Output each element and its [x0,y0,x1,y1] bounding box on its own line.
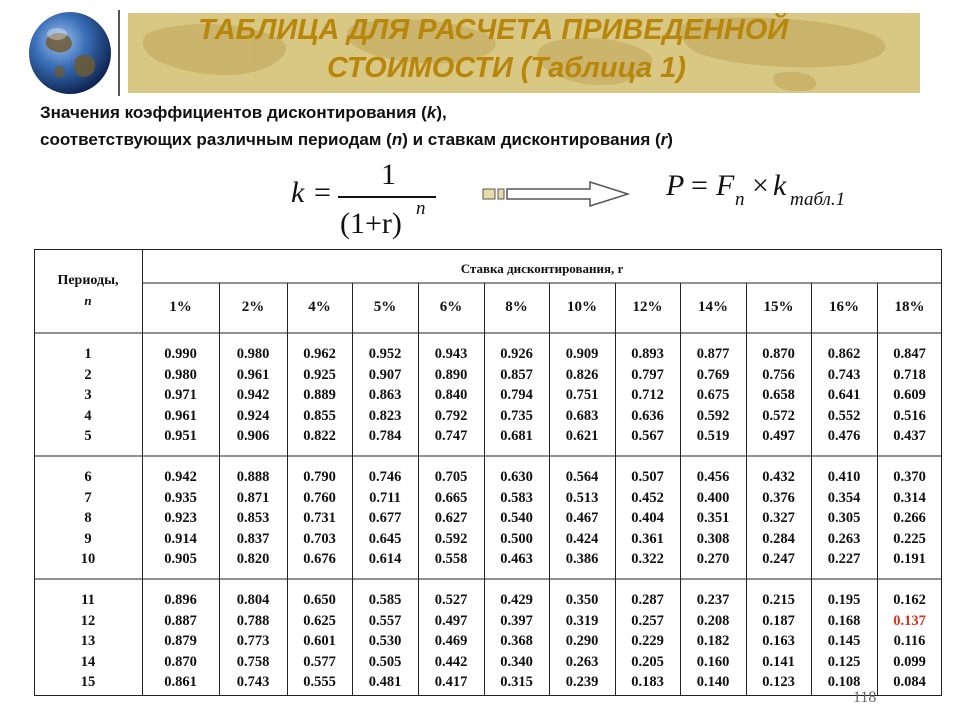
factor-value: 0.410 [827,469,861,485]
factor-value: 0.625 [303,612,336,629]
factor-column [615,467,680,570]
factor-value: 0.636 [631,407,664,424]
factor-value: 0.896 [164,592,197,608]
factor-value: 0.368 [500,633,533,649]
factor-value: 0.971 [164,387,197,403]
factor-value: 0.760 [303,489,336,506]
rate-header-cell: 12% [632,299,663,315]
rate-header-cell: 16% [829,299,859,315]
factor-value: 0.350 [565,592,599,608]
factor-column [142,590,219,693]
factor-value: 0.746 [368,469,402,485]
factor-value: 0.287 [631,592,664,608]
factor-value: 0.820 [236,551,270,567]
factor-column [680,344,746,447]
factor-value: 0.108 [827,674,861,690]
factor-value: 0.308 [696,530,730,547]
factor-value: 0.951 [164,428,197,444]
factor-value: 0.923 [164,510,197,526]
factor-value: 0.386 [565,551,599,567]
factor-value: 0.743 [827,366,861,383]
factor-value: 0.404 [631,510,664,526]
period-value: 14 [80,653,96,670]
factor-column [142,344,219,447]
factor-value: 0.417 [434,674,468,690]
period-column [34,467,142,570]
factor-value: 0.263 [827,530,861,547]
factor-value: 0.879 [164,633,197,649]
factor-value: 0.583 [500,489,533,506]
factor-value: 0.376 [762,489,795,506]
factor-value: 0.476 [827,428,861,444]
page-title-line2: СТОИМОСТИ (Таблица 1) [327,52,686,84]
factor-value: 0.437 [893,428,926,444]
factor-value: 0.195 [827,592,861,608]
factor-value: 0.675 [696,387,730,403]
factor-value: 0.942 [236,387,270,403]
factor-value: 0.980 [164,366,197,383]
factor-value: 0.319 [565,612,599,629]
formula-k-subscript: табл.1 [790,189,846,210]
factor-value: 0.718 [893,366,926,383]
factor-value: 0.572 [762,407,795,424]
period-value: 7 [84,489,92,506]
factor-column [484,467,549,570]
factor-value: 0.650 [303,592,336,608]
factor-value: 0.961 [236,366,270,383]
factor-value: 0.351 [696,510,730,526]
factor-value: 0.683 [565,407,599,424]
factor-column [352,344,418,447]
factor-value: 0.935 [164,489,197,506]
factor-value: 0.990 [164,346,197,362]
factor-value: 0.513 [565,489,599,506]
factor-value: 0.527 [434,592,468,608]
factor-column [418,467,484,570]
factor-value: 0.168 [827,612,861,629]
factor-value: 0.123 [762,674,795,690]
period-header-label: Периоды, [57,273,119,288]
factor-value: 0.270 [696,551,730,567]
factor-value: 0.788 [236,612,270,629]
factor-value: 0.735 [500,407,533,424]
factor-value: 0.952 [368,346,402,362]
formula-numerator: 1 [381,158,396,191]
factor-value: 0.826 [565,366,599,383]
period-value: 3 [84,387,92,403]
factor-value: 0.641 [827,387,861,403]
factor-column [219,344,287,447]
factor-column [484,344,549,447]
factor-value: 0.497 [434,612,468,629]
factor-value: 0.769 [696,366,730,383]
factor-value: 0.227 [827,551,861,567]
factor-value: 0.681 [500,428,533,444]
period-value: 2 [84,366,92,383]
factor-value: 0.397 [500,612,533,629]
factor-value: 0.870 [762,346,795,362]
factor-column [680,467,746,570]
factor-value: 0.239 [565,674,599,690]
factor-value: 0.705 [434,469,468,485]
factor-value: 0.890 [434,366,468,383]
factor-value: 0.141 [762,653,795,670]
factor-value: 0.857 [500,366,533,383]
subtitle-line2: соответствующих различным периодам (n) и ставкам дисконтирования (r) [40,130,673,149]
rate-header-cell: 14% [698,299,728,315]
factor-value: 0.215 [762,592,795,608]
factor-value: 0.137 [893,612,926,629]
factor-value: 0.784 [368,428,402,444]
period-value: 1 [84,346,92,362]
factor-column [680,590,746,693]
factor-value: 0.853 [236,510,270,526]
factor-value: 0.962 [303,346,336,362]
factor-column [287,467,352,570]
factor-value: 0.756 [762,366,795,383]
page-title-line1: ТАБЛИЦА ДЛЯ РАСЧЕТА ПРИВЕДЕННОЙ [198,14,789,46]
factor-value: 0.871 [236,489,270,506]
rate-header-cell: 15% [763,299,794,315]
factor-column [352,590,418,693]
rate-header-cell: 5% [373,299,397,315]
factor-value: 0.627 [434,510,468,526]
factor-value: 0.703 [303,530,336,547]
factor-value: 0.500 [500,530,533,547]
formula-times: × [752,169,769,202]
factor-value: 0.182 [696,633,730,649]
factor-value: 0.888 [236,469,270,485]
factor-column [811,590,877,693]
factor-value: 0.877 [696,346,730,362]
factor-value: 0.162 [893,592,926,608]
factor-value: 0.743 [236,674,270,690]
factor-column [549,344,615,447]
period-value: 10 [80,551,96,567]
period-value: 5 [84,428,92,444]
factor-value: 0.314 [893,489,926,506]
factor-value: 0.863 [368,387,402,403]
factor-value: 0.609 [893,387,926,403]
factor-value: 0.305 [827,510,861,526]
factor-value: 0.823 [368,407,402,424]
factor-value: 0.160 [696,653,730,670]
factor-value: 0.257 [631,612,664,629]
factor-value: 0.861 [164,674,197,690]
factor-column [219,590,287,693]
factor-value: 0.247 [762,551,795,567]
factor-value: 0.530 [368,633,402,649]
factor-value: 0.907 [368,366,402,383]
formula-f-subscript: n [735,189,745,210]
factor-value: 0.564 [565,469,599,485]
factor-value: 0.116 [893,633,926,649]
factor-column [484,590,549,693]
subtitle-line1: Значения коэффициентов дисконтирования (k), [40,103,447,122]
factor-value: 0.961 [164,407,197,424]
factor-value: 0.925 [303,366,336,383]
factor-value: 0.773 [236,633,270,649]
factor-value: 0.889 [303,387,336,403]
factor-value: 0.677 [368,510,402,526]
factor-value: 0.905 [164,551,197,567]
period-value: 11 [81,592,95,608]
globe-logo [27,10,113,96]
period-value: 6 [84,469,92,485]
factor-value: 0.467 [565,510,599,526]
factor-value: 0.099 [893,653,926,670]
factor-value: 0.592 [696,407,730,424]
formula-exponent: n [416,198,426,219]
rate-header-cell: 8% [505,299,528,315]
factor-value: 0.263 [565,653,599,670]
factor-value: 0.456 [696,469,730,485]
factor-value: 0.621 [565,428,599,444]
factor-column [746,344,811,447]
rate-header-cell: 10% [567,299,597,315]
factor-column [549,467,615,570]
rate-header-cell: 1% [169,299,192,315]
factor-column [418,590,484,693]
formula-k: k [291,176,305,209]
factor-value: 0.909 [565,346,599,362]
factor-value: 0.847 [893,346,926,362]
factor-value: 0.084 [893,674,926,690]
factor-value: 0.327 [762,510,795,526]
period-value: 9 [84,530,92,547]
factor-column [287,344,352,447]
formula-p: P [666,169,685,202]
factor-value: 0.284 [762,530,795,547]
period-header-n: n [84,293,92,308]
factor-value: 0.442 [434,653,468,670]
factor-value: 0.429 [500,592,533,608]
factor-value: 0.205 [631,653,664,670]
rate-header-cell: 18% [894,299,925,315]
period-value: 8 [84,510,92,526]
factor-value: 0.237 [696,592,730,608]
factor-value: 0.469 [434,633,468,649]
factor-value: 0.924 [236,407,270,424]
factor-value: 0.943 [434,346,468,362]
factor-value: 0.361 [631,530,664,547]
divider-line [118,10,120,96]
factor-value: 0.887 [164,612,197,629]
period-value: 4 [84,407,92,424]
factor-value: 0.731 [303,510,336,526]
factor-column [352,467,418,570]
factor-value: 0.614 [368,551,402,567]
factor-value: 0.183 [631,674,664,690]
factor-column [877,344,942,447]
factor-value: 0.424 [565,530,599,547]
factor-value: 0.751 [565,387,599,403]
factor-value: 0.140 [696,674,730,690]
factor-value: 0.840 [434,387,468,403]
factor-column [811,344,877,447]
period-value: 15 [80,674,96,690]
factor-column [142,467,219,570]
factor-value: 0.567 [631,428,664,444]
factor-value: 0.208 [696,612,730,629]
factor-value: 0.645 [368,530,402,547]
factor-value: 0.354 [827,489,861,506]
rate-header: Ставка дисконтирования, r [460,261,624,276]
factor-value: 0.497 [762,428,795,444]
formula-equals: = [314,176,331,209]
arrow-right-icon [482,181,630,207]
factor-value: 0.592 [434,530,468,547]
factor-column [615,344,680,447]
factor-value: 0.481 [368,674,402,690]
factor-value: 0.792 [434,407,468,424]
factor-value: 0.225 [893,530,926,547]
factor-value: 0.540 [500,510,533,526]
period-header [34,271,142,311]
factor-value: 0.926 [500,346,533,362]
factor-value: 0.870 [164,653,197,670]
formula-denominator: (1+r) [340,207,402,240]
factor-value: 0.712 [631,387,664,403]
formula-right-equals: = [691,169,708,202]
factor-value: 0.797 [631,366,664,383]
factor-value: 0.163 [762,633,795,649]
formula-f: F [716,169,735,202]
factor-value: 0.290 [565,633,599,649]
factor-value: 0.630 [500,469,533,485]
factor-value: 0.552 [827,407,861,424]
factor-value: 0.804 [236,592,270,608]
factor-value: 0.452 [631,489,664,506]
factor-value: 0.942 [164,469,197,485]
factor-value: 0.747 [434,428,468,444]
factor-value: 0.862 [827,346,861,362]
factor-value: 0.145 [827,633,861,649]
factor-value: 0.855 [303,407,336,424]
period-column [34,344,142,447]
factor-value: 0.906 [236,428,270,444]
factor-value: 0.191 [893,551,926,567]
factor-value: 0.914 [164,530,197,547]
factor-value: 0.229 [631,633,664,649]
factor-value: 0.519 [696,428,730,444]
factor-value: 0.790 [303,469,336,485]
factor-value: 0.463 [500,551,533,567]
factor-value: 0.516 [893,407,926,424]
factor-column [549,590,615,693]
formula-k-right: k [773,169,787,202]
factor-value: 0.676 [303,551,336,567]
factor-column [287,590,352,693]
factor-value: 0.505 [368,653,402,670]
factor-value: 0.601 [303,633,336,649]
factor-value: 0.187 [762,612,795,629]
rate-header-cell: 2% [241,299,265,315]
factor-value: 0.658 [762,387,795,403]
factor-value: 0.125 [827,653,861,670]
factor-value: 0.794 [500,387,533,403]
factor-value: 0.893 [631,346,664,362]
factor-column [746,590,811,693]
factor-value: 0.822 [303,428,336,444]
factor-column [811,467,877,570]
page-number: 118 [853,689,877,706]
factor-value: 0.555 [303,674,336,690]
rate-header-cell: 6% [439,299,463,315]
period-column [34,590,142,693]
factor-column [877,590,942,693]
factor-value: 0.665 [434,489,468,506]
discount-table [34,249,942,696]
factor-value: 0.837 [236,530,270,547]
factor-value: 0.711 [369,489,401,506]
period-value: 13 [80,633,96,649]
factor-value: 0.340 [500,653,533,670]
factor-value: 0.432 [762,469,795,485]
factor-value: 0.558 [434,551,468,567]
factor-value: 0.557 [368,612,402,629]
factor-column [746,467,811,570]
factor-value: 0.577 [303,653,336,670]
factor-value: 0.400 [696,489,730,506]
factor-column [219,467,287,570]
factor-value: 0.980 [236,346,270,362]
factor-value: 0.585 [368,592,402,608]
rate-header-cell: 4% [308,299,331,315]
factor-value: 0.507 [631,469,664,485]
factor-value: 0.322 [631,551,664,567]
factor-value: 0.266 [893,510,926,526]
factor-column [877,467,942,570]
factor-value: 0.758 [236,653,270,670]
period-value: 12 [80,612,96,629]
factor-value: 0.370 [893,469,926,485]
factor-column [418,344,484,447]
factor-value: 0.315 [500,674,533,690]
factor-column [615,590,680,693]
